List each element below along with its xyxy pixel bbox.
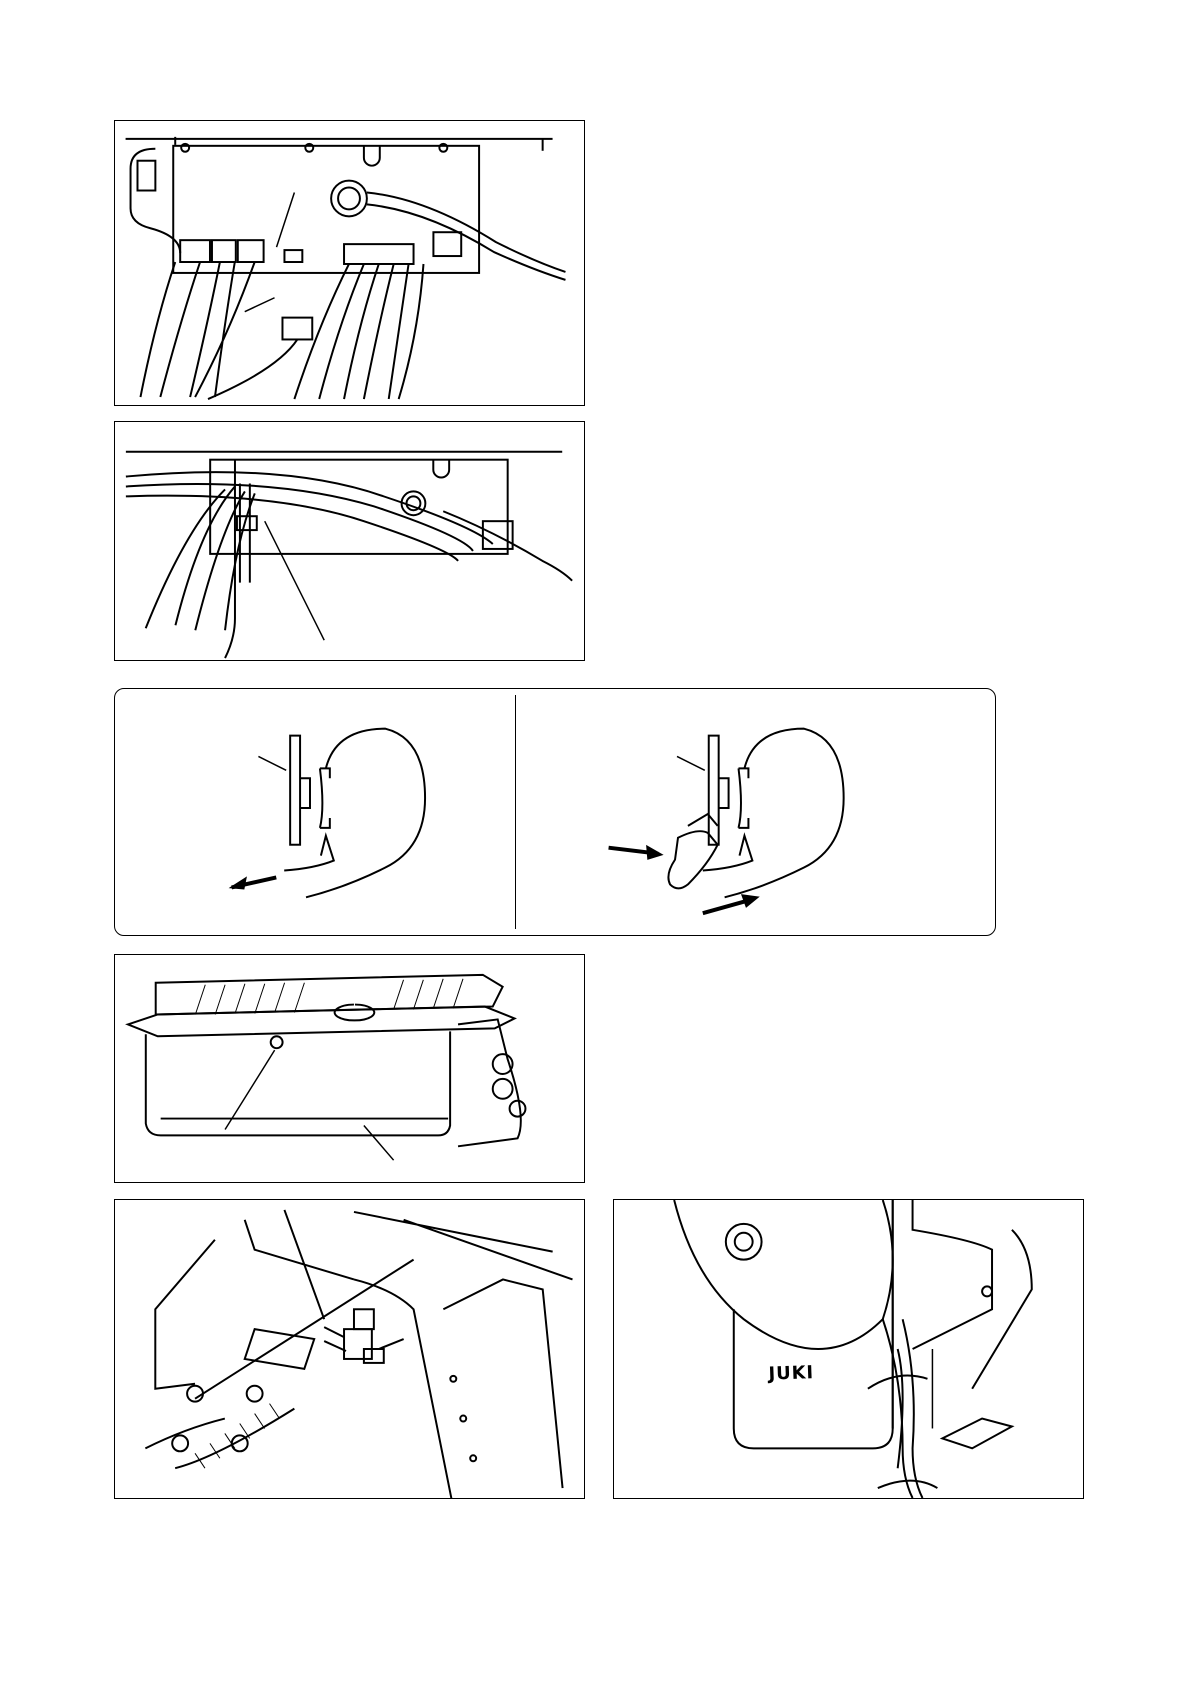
figure-machine-head xyxy=(613,1199,1084,1499)
control-box-illustration xyxy=(115,121,584,405)
machine-head-illustration xyxy=(614,1200,1083,1498)
cable-bundle-illustration xyxy=(115,422,584,660)
figure-cable-tie-removal xyxy=(114,688,996,936)
figure-control-box xyxy=(114,120,585,406)
figure-underside-connector xyxy=(114,1199,585,1499)
brand-logo: JUKI xyxy=(768,1362,815,1385)
figure-bed-cover xyxy=(114,954,585,1183)
bed-cover-illustration xyxy=(115,955,584,1182)
underside-illustration xyxy=(115,1200,584,1498)
cable-tie-steps-illustration xyxy=(115,689,995,935)
figure-cable-bundle xyxy=(114,421,585,661)
